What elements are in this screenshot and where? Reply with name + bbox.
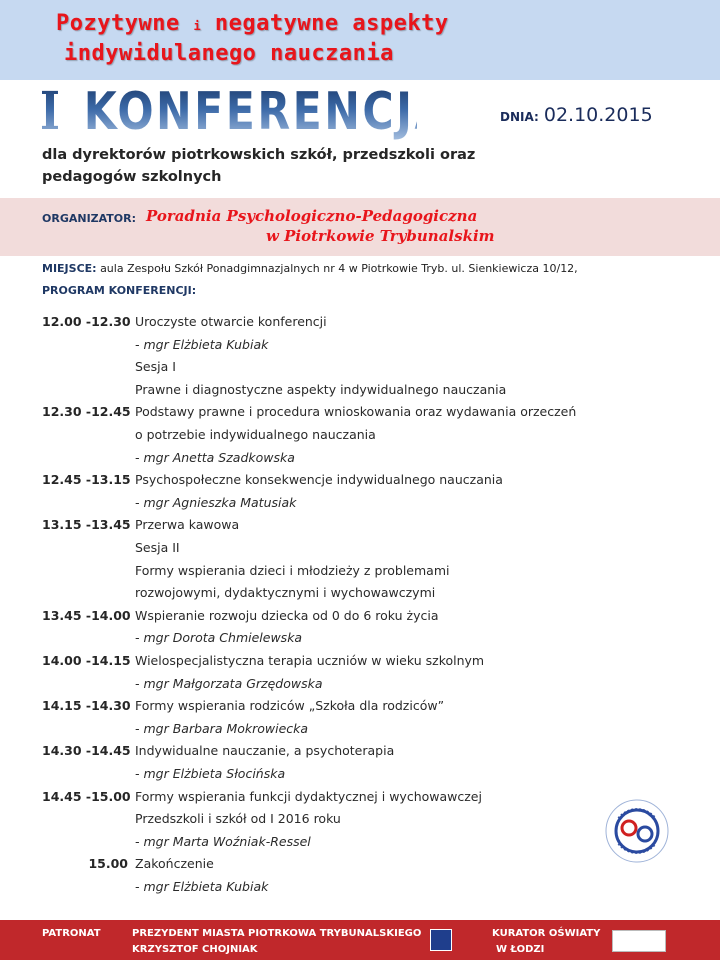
program-topic: Sesja I: [135, 359, 176, 375]
program-time: 12.00 -12.30: [42, 314, 131, 329]
program-speaker: - mgr Elżbieta Kubiak: [135, 336, 269, 352]
program-time: 12.30 -12.45: [42, 404, 131, 420]
program-topic: Formy wspierania funkcji dydaktycznej i wychowawczej: [135, 788, 482, 804]
program-time: 14.15 -14.30: [42, 698, 131, 714]
program-topic: Wspieranie rozwoju dziecka od 0 do 6 roku życia: [135, 607, 439, 623]
program-label: PROGRAM KONFERENCJI:: [42, 284, 197, 297]
program-topic: Wielospecjalistyczna terapia uczniów w wieku szkolnym: [135, 653, 485, 668]
program-topic: Przedszkoli i szkół od I 2016 roku: [135, 811, 341, 827]
conference-date: DNIA: 02.10.2015: [500, 104, 653, 126]
organizer-name: Poradnia Psychologiczno-Pedagogiczna w Piotrkowie Trybunalskim: [146, 207, 495, 245]
curator-title: KURATOR OŚWIATY: [492, 928, 601, 939]
program-speaker: - mgr Elżbieta Słocińska: [135, 765, 286, 781]
program-topic: Indywidualne nauczanie, a psychoterapia: [135, 743, 395, 759]
program-topic: Przerwa kawowa: [135, 517, 240, 533]
program-time: 14.00 -14.15: [42, 653, 131, 668]
program-time: 12.45 -13.15: [42, 472, 131, 488]
patronage-label: PATRONAT: [42, 928, 101, 939]
program-topic: Podstawy prawne i procedura wnioskowania oraz wydawania orzeczeń: [135, 404, 577, 420]
program-topic: Psychospołeczne konsekwencje indywidualnego nauczania: [135, 472, 503, 488]
curator-logo-icon: [612, 930, 666, 952]
program-topic: Formy wspierania dzieci i młodzieży z problemami: [135, 562, 450, 578]
organizer-label: ORGANIZATOR:: [42, 212, 137, 225]
mayor-title: PREZYDENT MIASTA PIOTRKOWA TRYBUNALSKIEGO: [132, 928, 422, 939]
conference-topic-title: Pozytywne i negatywne aspekty indywidulanego nauczania: [56, 11, 449, 66]
program-speaker: - mgr Agnieszka Matusiak: [135, 494, 297, 510]
city-coat-of-arms-icon: [430, 929, 452, 951]
program-speaker: - mgr Dorota Chmielewska: [135, 630, 303, 646]
program-topic: Sesja II: [135, 539, 180, 555]
program-topic: Formy wspierania rodziców „Szkoła dla rodziców”: [135, 698, 445, 714]
program-speaker: - mgr Anetta Szadkowska: [135, 449, 295, 465]
conference-heading: I KONFERENCJA: [40, 81, 450, 142]
audience-subtitle: dla dyrektorów piotrkowskich szkół, przedszkoli oraz pedagogów szkolnych: [42, 147, 476, 185]
clinic-logo: [604, 798, 670, 864]
program-time: 14.30 -14.45: [42, 743, 131, 759]
program-time: 14.45 -15.00: [42, 788, 131, 804]
program-speaker: - mgr Barbara Mokrowiecka: [135, 720, 309, 736]
program-speaker: - mgr Małgorzata Grzędowska: [135, 675, 323, 691]
program-speaker: - mgr Elżbieta Kubiak: [135, 878, 269, 894]
program-time: 15.00: [88, 856, 128, 872]
program-topic: rozwojowymi, dydaktycznymi i wychowawczymi: [135, 585, 436, 601]
mayor-name: KRZYSZTOF CHOJNIAK: [132, 944, 258, 955]
curator-city: W ŁODZI: [496, 944, 545, 955]
program-speaker: - mgr Marta Woźniak-Ressel: [135, 833, 311, 849]
program-topic: Uroczyste otwarcie konferencji: [135, 314, 327, 329]
program-time: 13.15 -13.45: [42, 517, 131, 533]
program-topic: Prawne i diagnostyczne aspekty indywidualnego nauczania: [135, 381, 507, 397]
program-topic: Zakończenie: [135, 856, 214, 872]
program-time: 13.45 -14.00: [42, 607, 131, 623]
venue: MIEJSCE: aula Zespołu Szkół Ponadgimnazjalnych nr 4 w Piotrkowie Tryb. ul. Sienkiewicza 10/12,: [42, 262, 578, 275]
program-topic: o potrzebie indywidualnego nauczania: [135, 426, 376, 442]
